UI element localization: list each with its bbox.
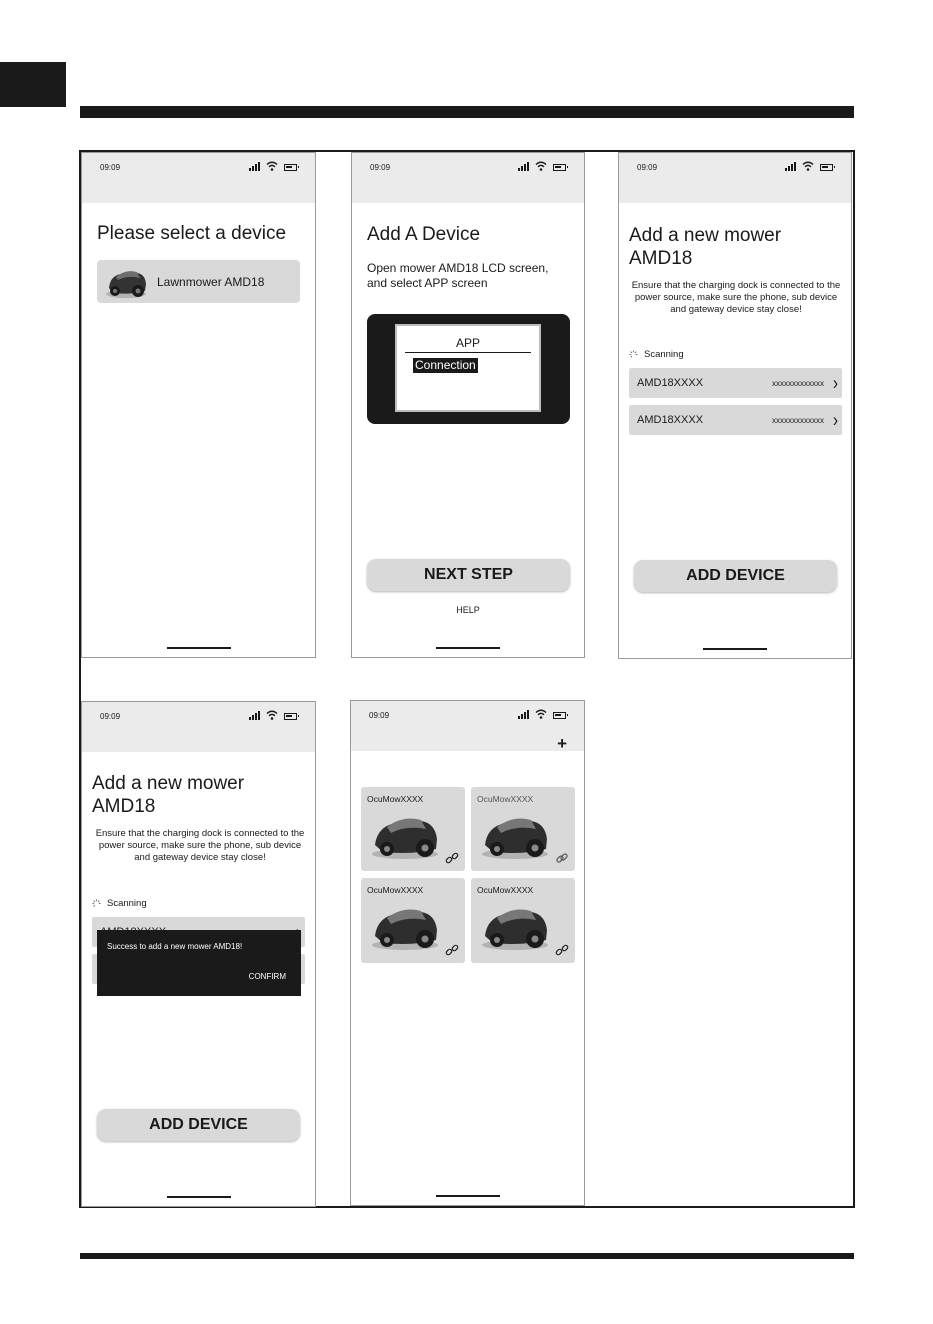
instruction-text: Open mower AMD18 LCD screen, and select APP screen <box>367 261 549 290</box>
link-broken-icon <box>445 943 459 957</box>
phone-screen-select-device <box>81 152 316 658</box>
page-title-line2: AMD18 <box>629 248 693 269</box>
status-bar <box>82 702 315 752</box>
notice-text: Ensure that the charging dock is connected to the power source, make sure the phone, sub device and gateway device stay close! <box>95 828 305 863</box>
mower-icon <box>479 900 551 952</box>
link-broken-icon <box>445 851 459 865</box>
status-bar <box>352 153 584 203</box>
lcd-display <box>395 324 541 412</box>
wifi-icon <box>266 710 278 720</box>
add-icon[interactable]: + <box>557 734 567 753</box>
home-indicator <box>703 648 767 650</box>
signal-icon <box>249 711 260 720</box>
chapter-tab <box>0 62 66 107</box>
status-time: 09:09 <box>100 163 121 172</box>
next-step-button[interactable]: NEXT STEP <box>367 559 570 591</box>
help-link[interactable]: HELP <box>456 605 480 615</box>
page-title-line2: AMD18 <box>92 796 156 817</box>
signal-icon <box>249 162 260 171</box>
page-title-line1: Add a new mower <box>629 225 782 246</box>
scanning-label: Scanning <box>107 898 147 909</box>
mower-card[interactable] <box>471 878 575 963</box>
status-icons <box>249 161 297 171</box>
page-title: Please select a device <box>97 223 287 244</box>
mower-name: OcuMowXXXX <box>477 885 534 895</box>
confirm-button[interactable]: CONFIRM <box>248 972 286 981</box>
scanning-label: Scanning <box>644 349 684 360</box>
scanning-status <box>629 349 684 360</box>
link-broken-icon <box>555 943 569 957</box>
add-device-button[interactable]: ADD DEVICE <box>634 560 837 592</box>
chevron-right-icon: › <box>833 371 838 395</box>
battery-icon <box>284 164 297 171</box>
battery-icon <box>553 164 566 171</box>
wifi-icon <box>535 161 547 171</box>
home-indicator <box>436 1195 500 1197</box>
home-indicator <box>436 647 500 649</box>
add-device-button[interactable]: ADD DEVICE <box>97 1109 300 1141</box>
device-name: AMD18XXXX <box>637 377 704 389</box>
battery-icon <box>553 712 566 719</box>
phone-screen-add-device <box>351 152 585 658</box>
mower-icon <box>369 900 441 952</box>
page-title-line1: Add a new mower <box>92 773 245 794</box>
success-message: Success to add a new mower AMD18! <box>107 942 243 951</box>
spinner-icon <box>629 350 638 359</box>
home-indicator <box>167 647 231 649</box>
battery-icon <box>820 164 833 171</box>
device-name: AMD18XXXX <box>637 414 704 426</box>
mower-icon <box>369 809 441 861</box>
phone-screen-mower-list <box>350 700 585 1206</box>
header-rule <box>80 106 854 118</box>
signal-icon <box>785 162 796 171</box>
signal-icon <box>518 710 529 719</box>
mower-icon <box>479 809 551 861</box>
device-list-item[interactable] <box>629 405 842 435</box>
footer-rule <box>80 1253 854 1259</box>
signal-icon <box>518 162 529 171</box>
device-list-item[interactable] <box>629 368 842 398</box>
mower-name: OcuMowXXXX <box>367 794 424 804</box>
mower-card[interactable] <box>361 878 465 963</box>
status-icons <box>518 709 566 719</box>
mower-card[interactable] <box>471 787 575 871</box>
home-indicator <box>167 1196 231 1198</box>
battery-icon <box>284 713 297 720</box>
phone-screen-scan-mower <box>618 152 852 659</box>
status-time: 09:09 <box>637 163 658 172</box>
mower-name: OcuMowXXXX <box>477 794 534 804</box>
status-icons <box>518 161 566 171</box>
scanning-status <box>92 898 147 909</box>
status-time: 09:09 <box>369 711 390 720</box>
status-time: 09:09 <box>370 163 391 172</box>
mower-name: OcuMowXXXX <box>367 885 424 895</box>
page-title: Add A Device <box>367 224 481 245</box>
status-bar <box>82 153 315 203</box>
notice-text: Ensure that the charging dock is connected to the power source, make sure the phone, sub device and gateway device stay close! <box>631 280 841 315</box>
spinner-icon <box>92 899 101 908</box>
mower-card[interactable] <box>361 787 465 871</box>
lcd-title: APP <box>455 336 480 350</box>
phone-screen-add-success <box>81 701 316 1207</box>
lcd-screen-illustration <box>367 314 570 424</box>
status-bar <box>619 153 851 203</box>
link-icon <box>555 851 569 865</box>
wifi-icon <box>535 709 547 719</box>
lcd-selected-item: Connection <box>415 358 476 372</box>
success-dialog <box>97 930 301 996</box>
chevron-right-icon: › <box>833 408 838 432</box>
device-id: xxxxxxxxxxxxx <box>772 378 824 388</box>
status-time: 09:09 <box>100 712 121 721</box>
device-option-label: Lawnmower AMD18 <box>157 274 265 289</box>
status-bar <box>351 701 584 751</box>
device-option-lawnmower[interactable] <box>97 260 300 303</box>
lcd-divider <box>405 352 531 353</box>
device-id: xxxxxxxxxxxxx <box>772 415 824 425</box>
mower-icon <box>103 264 149 300</box>
status-icons <box>249 710 297 720</box>
wifi-icon <box>802 161 814 171</box>
wifi-icon <box>266 161 278 171</box>
status-icons <box>785 161 833 171</box>
